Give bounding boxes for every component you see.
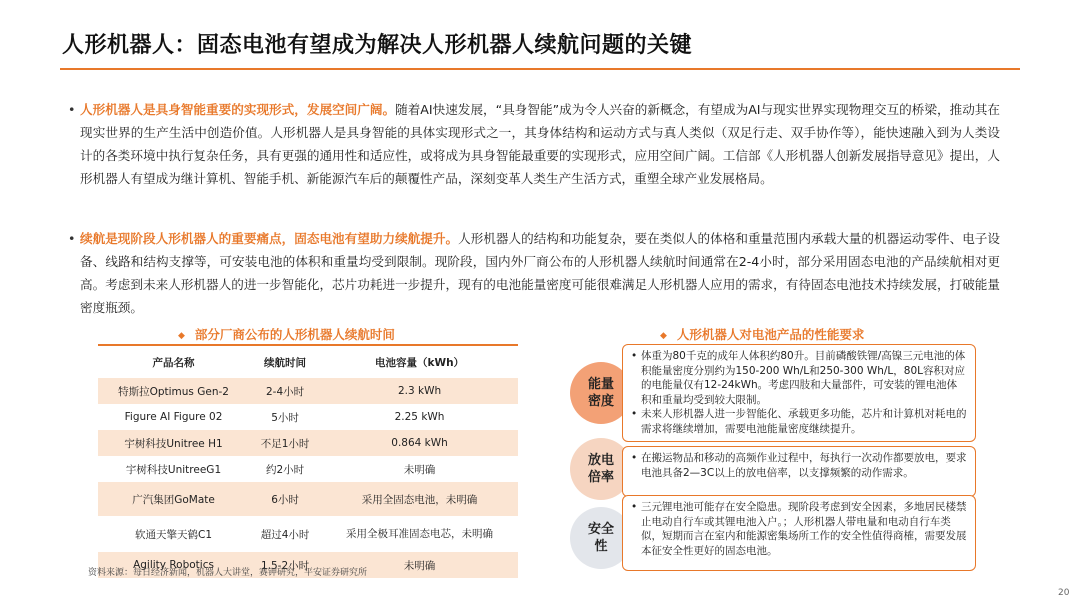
table-cell: 1.5-2小时 (249, 552, 321, 578)
diamond-icon: ◆ (660, 330, 667, 341)
table-cell: 未明确 (321, 456, 518, 482)
table-header: 产品名称 (98, 345, 249, 378)
bullet-2-text: 人形机器人的结构和功能复杂，要在类似人的体格和重量范围内承载大量的机器运动零件、电子设备、线路和结构支撑等，可安装电池的体积和重量均受到限制。现阶段，国内外厂商公布的人形机器人续航时间通常在2-4小时，部分采用固态电池的产品续航相对更高。考虑到未来人形机器人的进一步智能化，芯片功耗进一步提升，现有的电池能量密度可能很难满足人形机器人应用的需求，有待固态电池技术持续发展，打破能量密度瓶颈。 (80, 231, 1001, 315)
discharge-rate-label: 放电 倍率 (587, 453, 614, 485)
safety-point: • 三元锂电池可能存在安全隐患。现阶段考虑到安全因素，多地居民楼禁止电动自行车或其锂电池入户。；人形机器人带电量和电动自行车类似，短期而言在室内和能源密集场所工作的安全性值得商榷，需要发展本征安全性更好的固态电池。 (641, 500, 967, 558)
endurance-table (98, 344, 518, 578)
table-cell: 2.25 kWh (321, 404, 518, 430)
table-cell: 2.3 kWh (321, 378, 518, 404)
table-row (98, 430, 518, 456)
table-row (98, 456, 518, 482)
bullet-dot: • (68, 102, 76, 117)
table-cell: Agility Robotics (98, 552, 249, 578)
energy-density-label: 能量 密度 (587, 377, 614, 409)
table-cell: 宇树科技UnitreeG1 (98, 456, 249, 482)
bullet-2-highlight: 续航是现阶段人形机器人的重要痛点，固态电池有望助力续航提升。 (80, 231, 459, 246)
table-cell: Figure AI Figure 02 (98, 404, 249, 430)
safety-label: 安全 性 (587, 522, 614, 554)
title-divider (60, 68, 1020, 70)
bullet-2 (68, 227, 1001, 319)
discharge-rate-box (622, 446, 976, 497)
table-cell: 采用全固态电池，未明确 (321, 482, 518, 516)
table-row (98, 482, 518, 516)
table-header: 续航时间 (249, 345, 321, 378)
bullet-1-highlight: 人形机器人是具身智能重要的实现形式，发展空间广阔。 (80, 102, 396, 117)
page-number: 20 (1058, 588, 1070, 598)
energy-density-point: • 未来人形机器人进一步智能化、承载更多功能，芯片和计算机对耗电的需求将继续增加，需要电池能量密度继续提升。 (641, 407, 967, 436)
table-cell: 采用全极耳准固态电芯，未明确 (321, 516, 518, 552)
table-header: 电池容量（kWh） (321, 345, 518, 378)
diamond-icon: ◆ (178, 330, 185, 341)
energy-density-point: • 体重为80千克的成年人体积约80升。目前磷酸铁锂/高镍三元电池的体积能量密度分别约为150-200 Wh/L和250-300 Wh/L，80L容积对应的电能量仅有12-24kWh。考虑四肢和大量部件，可安装的锂电池体积和重量均受到较大限制。 (641, 349, 967, 407)
requirements-title: ◆ 人形机器人对电池产品的性能要求 (660, 327, 865, 342)
table-cell: 宇树科技Unitree H1 (98, 430, 249, 456)
page-title: 人形机器人：固态电池有望成为解决人形机器人续航问题的关键 (62, 33, 693, 58)
bullet-dot: • (68, 231, 76, 246)
table-cell: 广汽集团GoMate (98, 482, 249, 516)
table-cell: 约2小时 (249, 456, 321, 482)
table-cell: 未明确 (321, 552, 518, 578)
table-cell: 0.864 kWh (321, 430, 518, 456)
energy-density-box (622, 344, 976, 442)
source-note: 资料来源：每日经济新闻，机器人大讲堂，赛钾研究，平安证券研究所 (88, 568, 368, 578)
table-cell: 软通天擎天鹤C1 (98, 516, 249, 552)
bullet-1 (68, 98, 1000, 190)
table-row (98, 516, 518, 552)
safety-box (622, 495, 976, 571)
table-cell: 特斯拉Optimus Gen-2 (98, 378, 249, 404)
table-cell: 超过4小时 (249, 516, 321, 552)
discharge-rate-point: • 在搬运物品和移动的高频作业过程中，每执行一次动作都要放电，要求电池具备2—3C以上的放电倍率，以支撑频繁的动作需求。 (641, 451, 967, 480)
table-cell: 不足1小时 (249, 430, 321, 456)
bullet-1-text: 随着AI快速发展，“具身智能”成为令人兴奋的新概念，有望成为AI与现实世界实现物理交互的桥梁，推动其在现实世界的生产生活中创造价值。人形机器人是具身智能的具体实现形式之一，其身体结构和运动方式与真人类似（双足行走、双手协作等），能快速融入到为人类设计的各类环境中执行复杂任务，具有更强的通用性和适应性，或将成为具身智能最重要的实现形式，应用空间广阔。工信部《人形机器人创新发展指导意见》提出，人形机器人有望成为继计算机、智能手机、新能源汽车后的颠覆性产品，深刻变革人类生产生活方式，重塑全球产业发展格局。 (80, 102, 1000, 186)
table-row (98, 404, 518, 430)
table-cell: 6小时 (249, 482, 321, 516)
table-title: ◆ 部分厂商公布的人形机器人续航时间 (178, 327, 395, 342)
table-row (98, 378, 518, 404)
table-cell: 2-4小时 (249, 378, 321, 404)
table-cell: 5小时 (249, 404, 321, 430)
